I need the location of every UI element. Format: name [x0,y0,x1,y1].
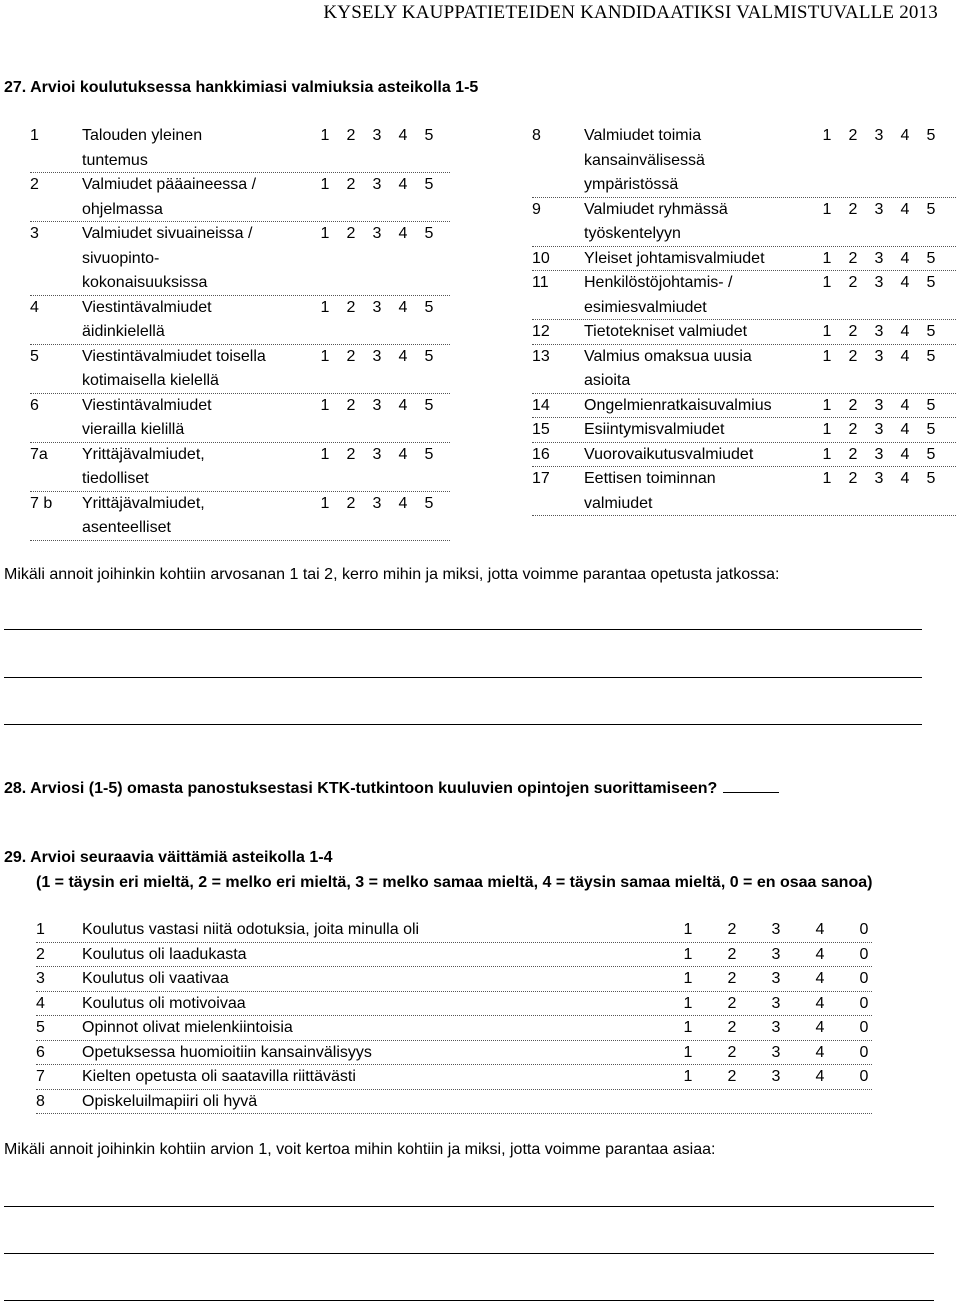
question-27-title: 27. Arvioi koulutuksessa hankkimiasi valmiuksia asteikolla 1-5 [4,79,479,96]
rating-option[interactable]: 3 [372,176,382,193]
rating-option[interactable]: 1 [822,200,832,218]
item-label-line: Koulutus vastasi niitä odotuksia, joita minulla oli [82,921,420,938]
rating-option[interactable]: 2 [848,274,858,291]
rating-row [30,443,450,492]
item-label-line: Koulutus oli laadukasta [82,945,247,963]
item-label-line: Valmiudet pääaineessa / [82,176,257,193]
item-label-line: Valmius omaksua uusia [584,347,752,365]
rating-option[interactable]: 1 [320,127,330,144]
q29-table [36,918,872,1114]
item-label-line: Vuorovaikutusvalmiudet [584,445,754,463]
rating-option[interactable]: 2 [848,470,858,487]
rating-row [36,1065,872,1090]
rating-row [30,394,450,443]
item-label [82,918,419,943]
item-label [584,320,747,345]
item-label-line: Yrittäjävalmiudet, [82,494,205,512]
rating-option[interactable]: 3 [372,494,382,512]
rating-option[interactable]: 4 [398,127,408,144]
q27-followup-text: Mikäli annoit joihinkin kohtiin arvosanan 1 tai 2, kerro mihin ja miksi, jotta voimme parantaa opetusta jatkossa: [4,566,780,583]
rating-option[interactable]: 2 [848,200,858,218]
rating-row [36,1016,872,1041]
rating-option[interactable]: 4 [900,396,910,414]
rating-option[interactable]: 0 [859,994,869,1012]
item-number: 7a [30,445,48,463]
rating-option[interactable]: 2 [727,970,737,987]
item-number: 14 [532,396,550,414]
item-number: 12 [532,323,550,340]
question-28-title [4,778,779,798]
item-label [82,943,247,968]
rating-option[interactable]: 2 [346,347,356,365]
item-label-line: Opiskeluilmapiiri oli hyvä [82,1092,258,1110]
rating-option[interactable]: 1 [320,225,330,242]
rating-row [36,943,872,968]
rating-option[interactable]: 3 [874,249,884,267]
rating-row [532,443,956,468]
item-label [584,198,728,247]
rating-scale[interactable] [814,443,944,468]
rating-option[interactable]: 1 [822,470,832,487]
item-label-line: Valmiudet toimia [584,127,702,144]
rating-option[interactable]: 4 [398,176,408,193]
item-label-line: Viestintävalmiudet toisella [82,347,266,365]
answer-line-4[interactable] [4,1206,934,1207]
rating-option[interactable]: 1 [683,970,693,987]
item-label-line: Opinnot olivat mielenkiintoisia [82,1019,293,1036]
rating-option[interactable]: 4 [398,298,408,316]
rating-option[interactable]: 2 [848,347,858,365]
item-label-line: Valmiudet sivuaineissa / [82,225,253,242]
item-label-line: Viestintävalmiudet [82,396,212,414]
rating-row [532,198,956,247]
rating-option[interactable]: 4 [815,1043,825,1061]
rating-option[interactable]: 4 [815,1068,825,1085]
answer-line-5[interactable] [4,1253,934,1254]
item-number: 8 [532,127,541,144]
rating-row [30,492,450,541]
item-label-line: sivuopinto- [82,249,160,267]
rating-option[interactable]: 5 [926,127,936,144]
rating-option[interactable]: 5 [424,347,434,365]
item-label-line: Opetuksessa huomioitiin kansainvälisyys [82,1043,372,1061]
item-number: 2 [30,176,39,193]
rating-scale[interactable] [814,198,944,223]
rating-scale[interactable] [666,1016,886,1041]
item-label-line: ohjelmassa [82,200,163,218]
rating-option[interactable]: 2 [848,127,858,144]
rating-option[interactable]: 3 [874,396,884,414]
rating-option[interactable]: 2 [727,1043,737,1061]
rating-option[interactable]: 5 [926,421,936,438]
rating-option[interactable]: 2 [848,421,858,438]
rating-row [30,124,450,173]
rating-option[interactable]: 5 [926,323,936,340]
item-label-line: Koulutus oli motivoivaa [82,994,246,1012]
rating-option[interactable]: 1 [822,249,832,267]
rating-option[interactable]: 4 [398,347,408,365]
item-number: 2 [36,945,45,963]
item-label-line: Talouden yleinen [82,127,203,144]
rating-option[interactable]: 3 [874,470,884,487]
item-label-line: kotimaisella kielellä [82,372,219,389]
rating-row [30,222,450,296]
rating-option[interactable]: 3 [372,127,382,144]
item-number: 16 [532,445,550,463]
item-label-line: Yleiset johtamisvalmiudet [584,249,765,267]
item-label [82,222,252,296]
rating-row [30,345,450,394]
rating-scale[interactable] [666,943,886,968]
item-label-line: kansainvälisessä [584,151,705,169]
item-number: 6 [30,396,39,414]
rating-option[interactable]: 2 [727,921,737,938]
rating-option[interactable]: 2 [346,225,356,242]
rating-option[interactable]: 1 [320,445,330,463]
rating-option[interactable]: 2 [346,396,356,414]
rating-row [36,992,872,1017]
item-number: 15 [532,421,550,438]
item-label [584,124,705,198]
rating-option[interactable]: 5 [926,445,936,463]
rating-option[interactable]: 3 [771,1068,781,1085]
rating-row [30,173,450,222]
item-number: 5 [30,347,39,365]
rating-scale[interactable] [312,173,442,198]
rating-scale[interactable] [814,394,944,419]
rating-option[interactable]: 4 [815,921,825,938]
rating-option[interactable]: 4 [398,396,408,414]
rating-option[interactable]: 1 [320,298,330,316]
item-number: 7 [36,1068,45,1085]
item-label [584,443,753,468]
item-number: 3 [30,225,39,242]
rating-scale[interactable] [814,247,944,272]
question-29-subtitle: (1 = täysin eri mieltä, 2 = melko eri mieltä, 3 = melko samaa mieltä, 4 = täysin samaa mieltä, 0 = en osaa sanoa) [36,874,873,891]
rating-row [532,418,956,443]
rating-option[interactable]: 4 [900,249,910,267]
rating-scale[interactable] [814,467,944,492]
q28-answer-blank[interactable] [723,778,779,793]
rating-option[interactable]: 5 [926,200,936,218]
rating-option[interactable]: 2 [346,494,356,512]
page-header: KYSELY KAUPPATIETEIDEN KANDIDAATIKSI VALMISTUVALLE 2013 [323,2,938,23]
item-label [82,173,256,222]
item-label [82,124,202,173]
item-label [82,1090,257,1115]
answer-line-2[interactable] [4,677,922,678]
item-label [82,296,212,345]
item-label-line: asioita [584,372,631,389]
answer-line-3[interactable] [4,724,922,725]
rating-option[interactable]: 5 [424,298,434,316]
item-label-line: Viestintävalmiudet [82,298,212,316]
rating-option[interactable]: 5 [424,396,434,414]
rating-option[interactable]: 1 [683,1043,693,1061]
rating-scale[interactable] [312,296,442,321]
answer-line-1[interactable] [4,629,922,630]
rating-option[interactable]: 3 [874,421,884,438]
item-label [82,1065,356,1090]
rating-option[interactable]: 2 [346,127,356,144]
item-label-line: työskentelyyn [584,225,681,242]
item-label-line: Tietotekniset valmiudet [584,323,748,340]
rating-option[interactable]: 2 [848,445,858,463]
item-label-line: äidinkielellä [82,323,165,340]
rating-option[interactable]: 2 [346,176,356,193]
rating-scale[interactable] [312,222,442,247]
item-number: 1 [36,921,45,938]
item-label-line: valmiudet [584,494,653,512]
item-label [82,443,205,492]
rating-row [30,296,450,345]
item-label-line: Esiintymisvalmiudet [584,421,725,438]
item-label [82,992,246,1017]
rating-option[interactable]: 5 [926,347,936,365]
rating-option[interactable]: 2 [346,298,356,316]
rating-scale[interactable] [312,345,442,370]
rating-option[interactable]: 4 [815,970,825,987]
rating-option[interactable]: 5 [926,274,936,291]
item-label [82,1016,293,1041]
rating-option[interactable]: 3 [372,396,382,414]
rating-row [532,345,956,394]
rating-option[interactable]: 3 [372,347,382,365]
item-label [82,345,266,394]
rating-scale[interactable] [814,271,944,296]
rating-option[interactable]: 4 [900,200,910,218]
rating-option[interactable]: 3 [874,274,884,291]
rating-row [532,271,956,320]
rating-row [36,1041,872,1066]
item-label-line: tiedolliset [82,470,149,487]
rating-option[interactable]: 5 [424,225,434,242]
rating-option[interactable]: 1 [822,445,832,463]
rating-option[interactable]: 1 [683,994,693,1012]
rating-option[interactable]: 4 [900,421,910,438]
item-label [584,394,772,419]
rating-option[interactable]: 1 [822,421,832,438]
rating-option[interactable]: 1 [683,921,693,938]
rating-option[interactable]: 3 [771,1043,781,1061]
item-number: 4 [36,994,45,1012]
rating-row [36,967,872,992]
rating-option[interactable]: 4 [398,445,408,463]
item-label [584,418,724,443]
item-label-line: Kielten opetusta oli saatavilla riittävästi [82,1068,356,1085]
item-label-line: Valmiudet ryhmässä [584,200,728,218]
rating-row [532,394,956,419]
rating-option[interactable]: 3 [874,323,884,340]
item-number: 7 b [30,494,53,512]
rating-option[interactable]: 5 [424,127,434,144]
rating-option[interactable]: 3 [771,994,781,1012]
rating-option[interactable]: 0 [859,945,869,963]
rating-option[interactable]: 2 [727,994,737,1012]
rating-option[interactable]: 3 [874,445,884,463]
rating-option[interactable]: 3 [874,127,884,144]
item-label [584,271,733,320]
item-label-line: ympäristössä [584,176,679,193]
rating-row [532,467,956,516]
item-label-line: tuntemus [82,151,148,169]
rating-option[interactable]: 1 [320,176,330,193]
rating-scale[interactable] [312,394,442,419]
rating-option[interactable]: 1 [320,396,330,414]
item-number: 10 [532,249,550,267]
item-label [82,967,229,992]
item-number: 5 [36,1019,45,1036]
rating-option[interactable]: 4 [900,323,910,340]
rating-option[interactable]: 2 [727,945,737,963]
rating-option[interactable]: 4 [900,470,910,487]
rating-option[interactable]: 4 [900,347,910,365]
rating-scale[interactable] [666,1041,886,1066]
item-number: 6 [36,1043,45,1061]
rating-scale[interactable] [814,124,944,149]
item-label-line: vierailla kielillä [82,421,185,438]
rating-option[interactable]: 3 [874,347,884,365]
item-label-line: Yrittäjävalmiudet, [82,445,205,463]
rating-option[interactable]: 3 [771,945,781,963]
item-label [584,467,716,516]
rating-option[interactable]: 1 [822,274,832,291]
item-number: 4 [30,298,39,316]
item-label-line: kokonaisuuksissa [82,274,208,291]
question-28-text: 28. Arviosi (1-5) omasta panostuksestasi KTK-tutkintoon kuuluvien opintojen suorittamiseen? [4,780,718,797]
item-label-line: esimiesvalmiudet [584,298,707,316]
item-number: 3 [36,970,45,987]
rating-option[interactable]: 3 [372,445,382,463]
rating-option[interactable]: 0 [859,970,869,987]
item-label-line: Henkilöstöjohtamis- / [584,274,733,291]
rating-option[interactable]: 0 [859,1068,869,1085]
item-number: 8 [36,1092,45,1110]
rating-option[interactable]: 1 [683,1068,693,1085]
rating-scale[interactable] [666,967,886,992]
rating-option[interactable]: 1 [320,347,330,365]
rating-scale[interactable] [312,124,442,149]
rating-scale[interactable] [666,1065,886,1090]
item-label [82,492,205,541]
rating-option[interactable]: 3 [771,970,781,987]
rating-option[interactable]: 5 [926,249,936,267]
rating-option[interactable]: 2 [346,445,356,463]
rating-option[interactable]: 4 [398,494,408,512]
q29-followup-text: Mikäli annoit joihinkin kohtiin arvion 1, voit kertoa mihin kohtiin ja miksi, jotta voimme parantaa asiaa: [4,1141,716,1158]
rating-option[interactable]: 1 [822,323,832,340]
rating-option[interactable]: 2 [848,249,858,267]
item-label-line: Ongelmienratkaisuvalmius [584,396,772,414]
item-label [584,247,765,272]
rating-option[interactable]: 3 [771,921,781,938]
item-label-line: Koulutus oli vaativaa [82,970,229,987]
rating-row [532,247,956,272]
item-number: 1 [30,127,39,144]
rating-option[interactable]: 0 [859,1043,869,1061]
rating-option[interactable]: 2 [727,1068,737,1085]
rating-scale[interactable] [814,345,944,370]
rating-row [532,320,956,345]
rating-option[interactable]: 2 [848,323,858,340]
rating-option[interactable]: 1 [822,396,832,414]
rating-option[interactable]: 5 [926,396,936,414]
rating-option[interactable]: 5 [424,176,434,193]
rating-option[interactable]: 0 [859,921,869,938]
item-number: 11 [532,274,549,291]
rating-option[interactable]: 1 [683,945,693,963]
rating-option[interactable]: 2 [727,1019,737,1036]
rating-scale[interactable] [312,443,442,468]
rating-option[interactable]: 3 [771,1019,781,1036]
rating-option[interactable]: 3 [874,200,884,218]
q27-right-table [532,124,956,516]
item-label-line: asenteelliset [82,519,171,536]
rating-option[interactable]: 3 [372,225,382,242]
item-label [82,1041,372,1066]
rating-scale[interactable] [312,492,442,517]
rating-row [532,124,956,198]
rating-option[interactable]: 1 [822,347,832,365]
rating-option[interactable]: 5 [926,470,936,487]
rating-row [36,918,872,943]
question-29-title: 29. Arvioi seuraavia väittämiä asteikolla 1-4 [4,849,333,866]
q27-left-table [30,124,450,541]
rating-scale[interactable] [814,320,944,345]
item-label [82,394,212,443]
item-label-line: Eettisen toiminnan [584,470,716,487]
rating-scale[interactable] [666,918,886,943]
rating-option[interactable]: 4 [815,994,825,1012]
rating-scale[interactable] [666,992,886,1017]
rating-option[interactable]: 4 [398,225,408,242]
rating-option[interactable]: 1 [683,1019,693,1036]
rating-option[interactable]: 4 [815,945,825,963]
rating-option[interactable]: 4 [900,274,910,291]
item-number: 17 [532,470,550,487]
rating-option[interactable]: 4 [900,445,910,463]
rating-option[interactable]: 0 [859,1019,869,1036]
rating-option[interactable]: 4 [815,1019,825,1036]
rating-option[interactable]: 1 [320,494,330,512]
rating-option[interactable]: 5 [424,494,434,512]
rating-option[interactable]: 4 [900,127,910,144]
item-label [584,345,752,394]
rating-scale[interactable] [814,418,944,443]
rating-row [36,1090,872,1115]
answer-line-6[interactable] [4,1300,934,1301]
rating-option[interactable]: 5 [424,445,434,463]
rating-option[interactable]: 1 [822,127,832,144]
item-number: 9 [532,200,541,218]
rating-option[interactable]: 2 [848,396,858,414]
item-number: 13 [532,347,550,365]
rating-option[interactable]: 3 [372,298,382,316]
